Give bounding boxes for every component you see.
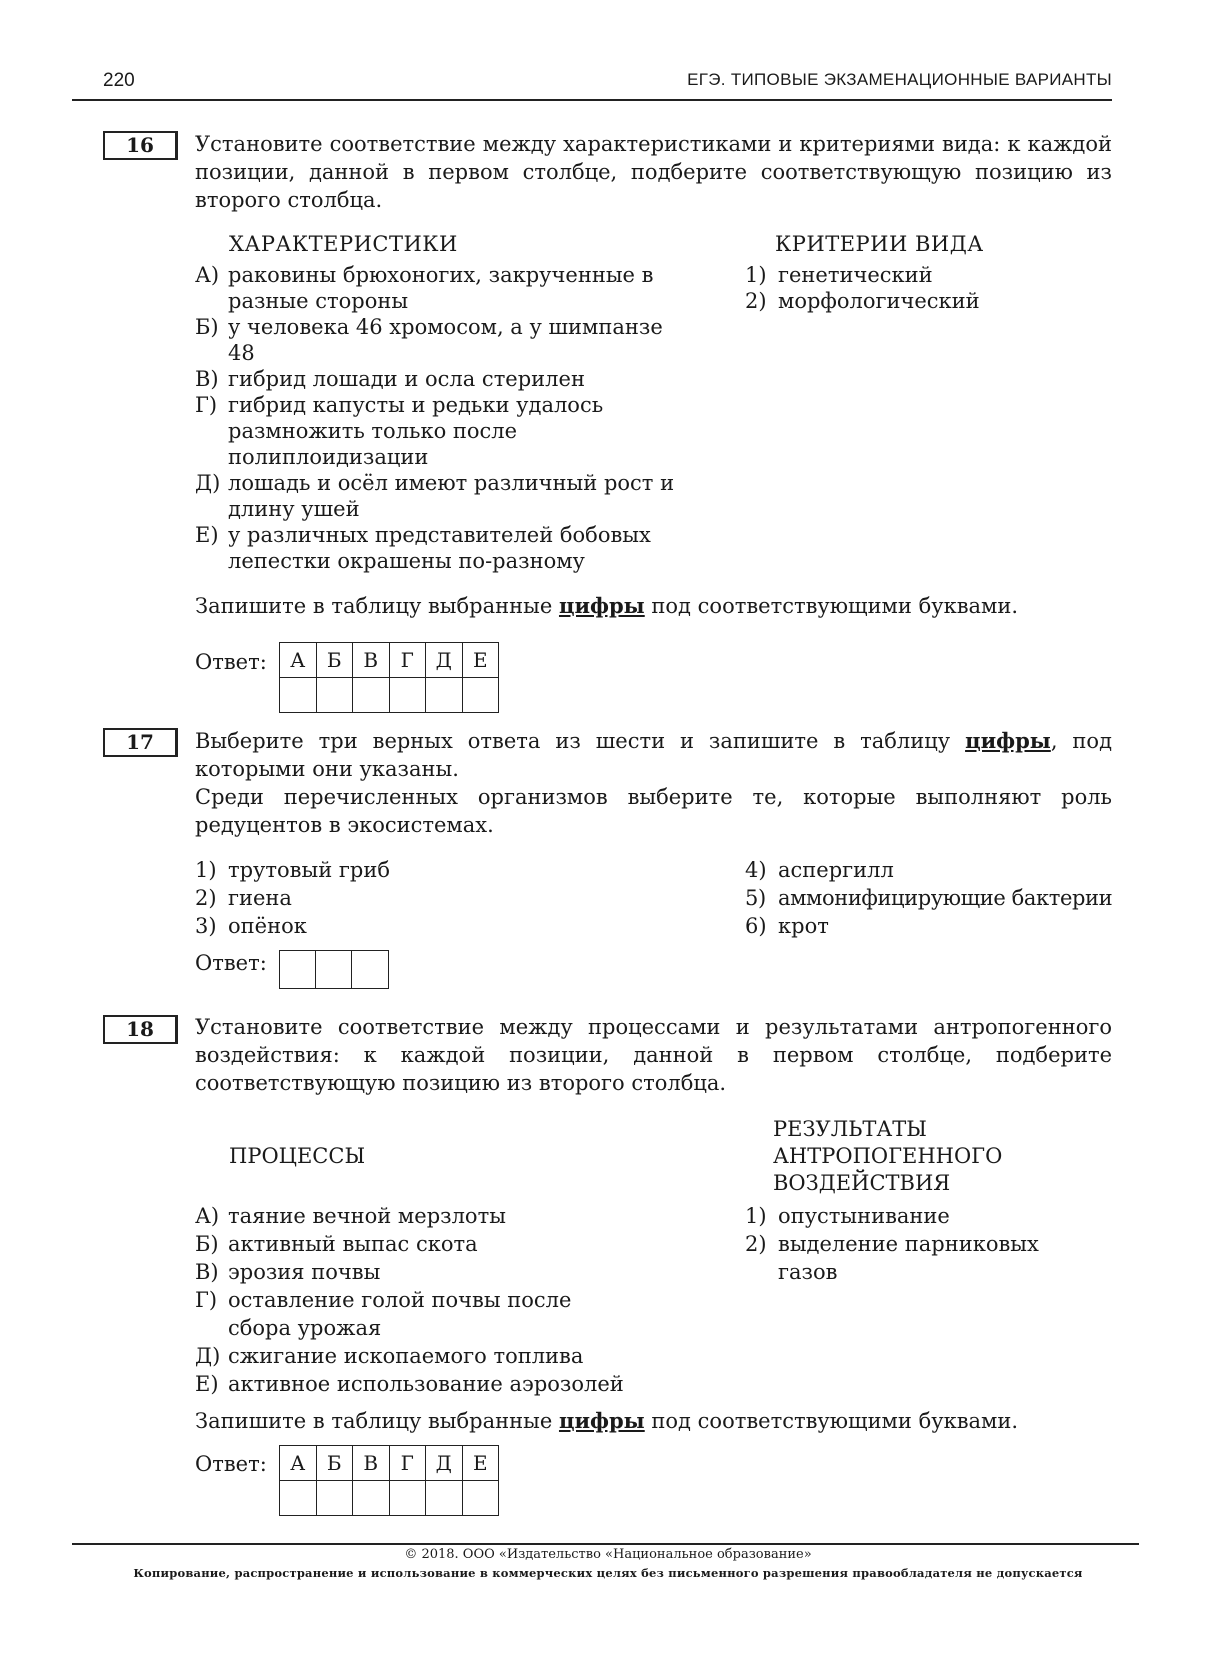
item-label: 3) bbox=[195, 914, 217, 938]
answer-cell[interactable] bbox=[353, 678, 390, 713]
q17-options-right bbox=[745, 856, 1125, 940]
instruction-keyword: цифры bbox=[558, 1408, 645, 1433]
q18-results-list bbox=[745, 1202, 1075, 1286]
footer-notice: Копирование, распространение и использование в коммерческих целях без письменного разрешения правообладателя не допускается bbox=[133, 1566, 1083, 1580]
q18-answer-table bbox=[279, 1445, 499, 1516]
item-label: 5) bbox=[745, 886, 766, 910]
q17-prompt-line2: Среди перечисленных организмов выберите те, которые выполняют роль редуцентов в экосистемах. bbox=[195, 785, 1112, 837]
instruction-text: под соответствующими буквами. bbox=[651, 594, 1019, 618]
item-label: Г) bbox=[195, 1288, 218, 1312]
item-text: морфологический bbox=[778, 289, 980, 313]
list-item bbox=[195, 856, 695, 884]
answer-cell[interactable] bbox=[389, 1481, 426, 1516]
answer-letter: Г bbox=[389, 1446, 426, 1481]
item-text: гиена bbox=[228, 886, 292, 910]
item-text: у различных представителей бобовых лепестки окрашены по-разному bbox=[228, 523, 651, 573]
instruction-text: Запишите в таблицу выбранные bbox=[195, 594, 553, 618]
heading-line: ВОЗДЕЙСТВИЯ bbox=[773, 1171, 951, 1195]
q16-prompt bbox=[195, 130, 1112, 214]
list-item bbox=[195, 1258, 695, 1286]
item-text: у человека 46 хромосом, а у шимпанзе 48 bbox=[228, 315, 663, 365]
item-text: выделение парниковых газов bbox=[778, 1232, 1039, 1284]
list-item bbox=[745, 262, 1105, 288]
item-text: генетический bbox=[778, 263, 933, 287]
q17-answer-boxes bbox=[279, 950, 389, 989]
item-text: сжигание ископаемого топлива bbox=[228, 1344, 584, 1368]
item-text: опустынивание bbox=[778, 1204, 950, 1228]
item-label: 1) bbox=[195, 858, 217, 882]
q17-options-left bbox=[195, 856, 695, 940]
item-label: А) bbox=[195, 263, 220, 287]
q16-left-heading: ХАРАКТЕРИСТИКИ bbox=[229, 232, 458, 256]
list-item bbox=[195, 314, 695, 366]
answer-cell[interactable] bbox=[426, 1481, 463, 1516]
q16-right-heading: КРИТЕРИИ ВИДА bbox=[775, 232, 984, 256]
item-label: Б) bbox=[195, 1232, 219, 1256]
list-item bbox=[745, 884, 1125, 912]
item-label: 2) bbox=[745, 1232, 767, 1256]
list-item bbox=[745, 856, 1125, 884]
item-label: Е) bbox=[195, 523, 219, 547]
list-item bbox=[195, 1230, 695, 1258]
q16-answer-table bbox=[279, 642, 499, 713]
answer-letter: Д bbox=[426, 1446, 463, 1481]
q16-criteria-list bbox=[745, 262, 1105, 314]
q18-prompt bbox=[195, 1013, 1112, 1097]
item-label: В) bbox=[195, 367, 219, 391]
answer-cell[interactable] bbox=[353, 1481, 390, 1516]
item-label: 1) bbox=[745, 1204, 767, 1228]
item-label: 6) bbox=[745, 914, 767, 938]
list-item bbox=[195, 470, 695, 522]
answer-letter: В bbox=[353, 1446, 390, 1481]
prompt-text: , под которыми они указаны. bbox=[195, 729, 1113, 781]
item-text: оставление голой почвы после сбора урожая bbox=[228, 1288, 572, 1340]
list-item bbox=[745, 912, 1125, 940]
item-label: 4) bbox=[745, 858, 767, 882]
item-label: Д) bbox=[195, 471, 221, 495]
q16-prompt-text: Установите соответствие между характеристиками и критериями вида: к каждой позиции, данной в первом столбце, подберите соответствующую позицию из второго столбца. bbox=[195, 132, 1112, 212]
q18-answer-label: Ответ: bbox=[195, 1452, 267, 1476]
item-text: таяние вечной мерзлоты bbox=[228, 1204, 506, 1228]
item-text: гибрид лошади и осла стерилен bbox=[228, 367, 585, 391]
item-text: крот bbox=[778, 914, 829, 938]
answer-cell[interactable] bbox=[280, 678, 317, 713]
prompt-text: Выберите три верных ответа из шести и запишите в таблицу bbox=[195, 729, 951, 753]
question-number-16: 16 bbox=[103, 131, 178, 160]
prompt-keyword: цифры bbox=[965, 728, 1051, 753]
answer-cell[interactable] bbox=[280, 1481, 317, 1516]
list-item bbox=[195, 1342, 695, 1370]
q17-prompt-line1 bbox=[195, 727, 1112, 783]
question-number-17: 17 bbox=[103, 728, 178, 757]
instruction-text: под соответствующими буквами. bbox=[651, 1409, 1019, 1433]
answer-cell[interactable] bbox=[352, 951, 388, 988]
answer-cell[interactable] bbox=[426, 678, 463, 713]
list-item bbox=[195, 366, 695, 392]
answer-cell[interactable] bbox=[316, 951, 352, 988]
item-label: Г) bbox=[195, 393, 218, 417]
page-number: 220 bbox=[103, 70, 135, 91]
item-label: Д) bbox=[195, 1344, 221, 1368]
item-text: аспергилл bbox=[778, 858, 894, 882]
instruction-text: Запишите в таблицу выбранные bbox=[195, 1409, 553, 1433]
list-item bbox=[195, 1370, 695, 1398]
item-text: гибрид капусты и редьки удалось размножить только после полиплоидизации bbox=[228, 393, 604, 469]
list-item bbox=[195, 262, 695, 314]
q18-right-heading bbox=[773, 1116, 1002, 1197]
q18-left-heading: ПРОЦЕССЫ bbox=[229, 1144, 366, 1168]
item-text: раковины брюхоногих, закрученные в разные стороны bbox=[228, 263, 654, 313]
answer-letter: А bbox=[280, 1446, 317, 1481]
list-item bbox=[745, 1230, 1075, 1286]
answer-letter: Д bbox=[426, 643, 463, 678]
q17-prompt bbox=[195, 727, 1112, 839]
list-item bbox=[195, 522, 695, 574]
item-label: Е) bbox=[195, 1372, 219, 1396]
item-text: трутовый гриб bbox=[228, 858, 390, 882]
item-label: 2) bbox=[745, 289, 767, 313]
item-text: лошадь и осёл имеют различный рост и длину ушей bbox=[228, 471, 675, 521]
list-item bbox=[195, 884, 695, 912]
q17-answer-label: Ответ: bbox=[195, 951, 267, 975]
item-label: А) bbox=[195, 1204, 220, 1228]
answer-cell[interactable] bbox=[316, 1481, 353, 1516]
list-item bbox=[745, 1202, 1075, 1230]
item-text: активное использование аэрозолей bbox=[228, 1372, 624, 1396]
item-text: аммонифицирующие бактерии bbox=[778, 886, 1113, 910]
q18-processes-list bbox=[195, 1202, 695, 1398]
answer-letter: Е bbox=[462, 1446, 499, 1481]
running-header-title: ЕГЭ. ТИПОВЫЕ ЭКЗАМЕНАЦИОННЫЕ ВАРИАНТЫ bbox=[687, 70, 1112, 89]
answer-letter: А bbox=[280, 643, 317, 678]
item-label: В) bbox=[195, 1260, 219, 1284]
item-text: активный выпас скота bbox=[228, 1232, 478, 1256]
answer-cell[interactable] bbox=[462, 678, 499, 713]
q18-instruction bbox=[195, 1407, 1018, 1435]
q16-answer-label: Ответ: bbox=[195, 650, 267, 674]
answer-letter: Е bbox=[462, 643, 499, 678]
answer-cell[interactable] bbox=[280, 951, 316, 988]
list-item bbox=[195, 912, 695, 940]
list-item bbox=[745, 288, 1105, 314]
instruction-keyword: цифры bbox=[558, 593, 645, 618]
heading-line: АНТРОПОГЕННОГО bbox=[773, 1144, 1003, 1168]
answer-letter: В bbox=[353, 643, 390, 678]
list-item bbox=[195, 1286, 615, 1342]
list-item bbox=[195, 392, 695, 470]
question-number-18: 18 bbox=[103, 1015, 178, 1044]
answer-letter: Г bbox=[389, 643, 426, 678]
answer-cell[interactable] bbox=[462, 1481, 499, 1516]
answer-letter: Б bbox=[316, 643, 353, 678]
q16-characteristics-list bbox=[195, 262, 695, 574]
heading-line: РЕЗУЛЬТАТЫ bbox=[773, 1117, 927, 1141]
answer-cell[interactable] bbox=[316, 678, 353, 713]
item-label: Б) bbox=[195, 315, 219, 339]
q16-instruction bbox=[195, 592, 1018, 620]
footer-copyright: © 2018. ООО «Издательство «Национальное образование» bbox=[404, 1547, 812, 1562]
list-item bbox=[195, 1202, 695, 1230]
answer-letter: Б bbox=[316, 1446, 353, 1481]
item-label: 2) bbox=[195, 886, 217, 910]
header-divider bbox=[72, 99, 1112, 101]
item-text: опёнок bbox=[228, 914, 307, 938]
item-text: эрозия почвы bbox=[228, 1260, 381, 1284]
footer-divider bbox=[72, 1543, 1139, 1545]
q18-prompt-text: Установите соответствие между процессами и результатами антропогенного воздействия: к каждой позиции, данной в первом столбце, подберите соответствующую позицию из второго столбца. bbox=[195, 1015, 1112, 1095]
answer-cell[interactable] bbox=[389, 678, 426, 713]
item-label: 1) bbox=[745, 263, 767, 287]
